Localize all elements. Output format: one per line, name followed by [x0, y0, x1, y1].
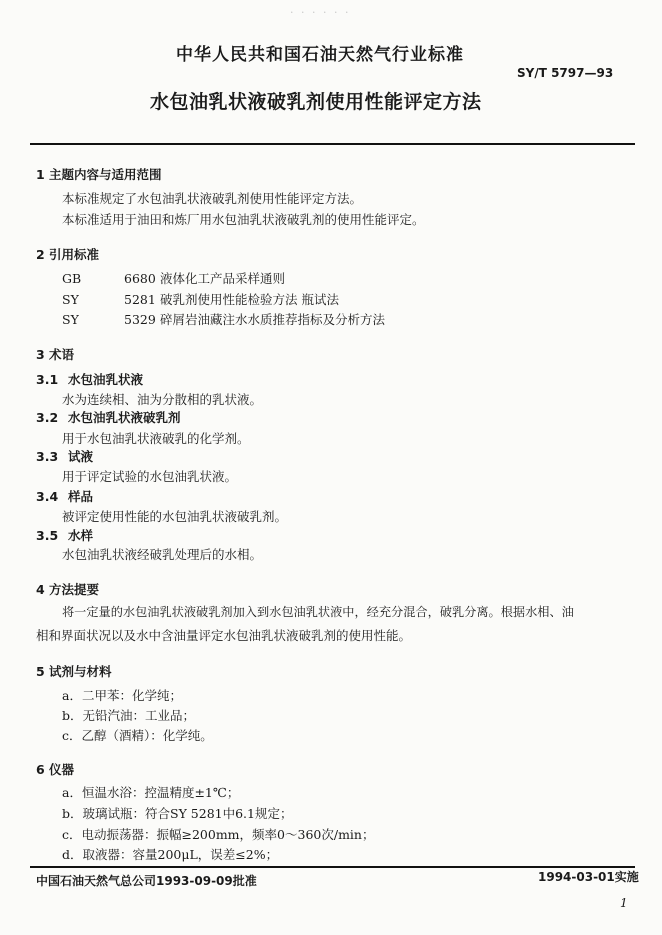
- org-line: 中华人民共和国石油天然气行业标准: [176, 45, 464, 65]
- list-item: c．电动振荡器：振幅≥200mm，频率0～360次/min；: [62, 827, 375, 842]
- section-1-paragraph-1: 本标准规定了水包油乳状液破乳剂使用性能评定方法。: [62, 191, 363, 206]
- standard-number: SY/T 5797—93: [517, 66, 614, 80]
- header-rule: [30, 143, 635, 145]
- list-item: d．取液器：容量200μL，误差≤2%；: [62, 847, 279, 862]
- reference-title: 破乳剂使用性能检验方法 瓶试法: [160, 292, 339, 307]
- term-definition: 被评定使用性能的水包油乳状液破乳剂。: [62, 509, 288, 524]
- reference-title: 液体化工产品采样通则: [160, 271, 286, 286]
- reference-code: GB: [62, 271, 82, 286]
- section-1-heading: 1 主题内容与适用范围: [36, 167, 162, 182]
- section-1-paragraph-2: 本标准适用于油田和炼厂用水包油乳状液破乳剂的使用性能评定。: [62, 212, 425, 227]
- document-title: 水包油乳状液破乳剂使用性能评定方法: [150, 91, 482, 113]
- reference-number: 5281: [124, 292, 156, 307]
- list-item: a．二甲苯：化学纯；: [62, 688, 182, 703]
- scan-mark: · · · · · ·: [290, 6, 351, 19]
- term-number: 3.4: [36, 489, 59, 504]
- section-4-line-1: 将一定量的水包油乳状液破乳剂加入到水包油乳状液中，经充分混合，破乳分离。根据水相、油: [62, 605, 574, 619]
- term-heading: [36, 370, 143, 388]
- term-name: 水包油乳状液破乳剂: [68, 410, 181, 425]
- reference-title: 碎屑岩油藏注水水质推荐指标及分析方法: [160, 312, 386, 327]
- reference-item: [62, 269, 285, 287]
- term-heading: [36, 487, 93, 505]
- term-heading: [36, 408, 181, 426]
- term-definition: 用于评定试验的水包油乳状液。: [62, 469, 238, 484]
- approval-line: 中国石油天然气总公司1993-09-09批准: [36, 874, 257, 888]
- term-number: 3.2: [36, 410, 59, 425]
- term-definition: 水为连续相、油为分散相的乳状液。: [62, 392, 263, 407]
- term-number: 3.3: [36, 449, 59, 464]
- term-definition: 水包油乳状液经破乳处理后的水相。: [62, 547, 263, 562]
- term-number: 3.5: [36, 528, 59, 543]
- reference-code: SY: [62, 312, 79, 327]
- section-3-heading: 3 术语: [36, 347, 75, 362]
- section-4-line-2: 相和界面状况以及水中含油量评定水包油乳状液破乳剂的使用性能。: [36, 628, 412, 643]
- term-definition: 用于水包油乳状液破乳的化学剂。: [62, 431, 250, 446]
- reference-code: SY: [62, 292, 79, 307]
- list-item: b．玻璃试瓶：符合SY 5281中6.1规定；: [62, 806, 293, 821]
- section-4-heading: 4 方法提要: [36, 582, 100, 597]
- term-name: 样品: [68, 489, 94, 504]
- term-name: 水包油乳状液: [68, 372, 144, 387]
- reference-number: 5329: [124, 312, 156, 327]
- term-name: 水样: [68, 528, 94, 543]
- list-item: b．无铅汽油：工业品；: [62, 708, 196, 723]
- list-item: a．恒温水浴：控温精度±1℃；: [62, 785, 240, 800]
- section-6-heading: 6 仪器: [36, 762, 75, 777]
- reference-item: [62, 290, 339, 308]
- section-2-heading: 2 引用标准: [36, 247, 100, 262]
- page-number: 1: [620, 896, 628, 910]
- effective-date: 1994-03-01实施: [538, 870, 639, 884]
- reference-item: [62, 310, 385, 328]
- term-heading: [36, 526, 93, 544]
- term-name: 试液: [68, 449, 94, 464]
- list-item: c．乙醇（酒精）：化学纯。: [62, 728, 213, 743]
- term-heading: [36, 447, 93, 465]
- reference-number: 6680: [124, 271, 156, 286]
- section-5-heading: 5 试剂与材料: [36, 664, 112, 679]
- term-number: 3.1: [36, 372, 59, 387]
